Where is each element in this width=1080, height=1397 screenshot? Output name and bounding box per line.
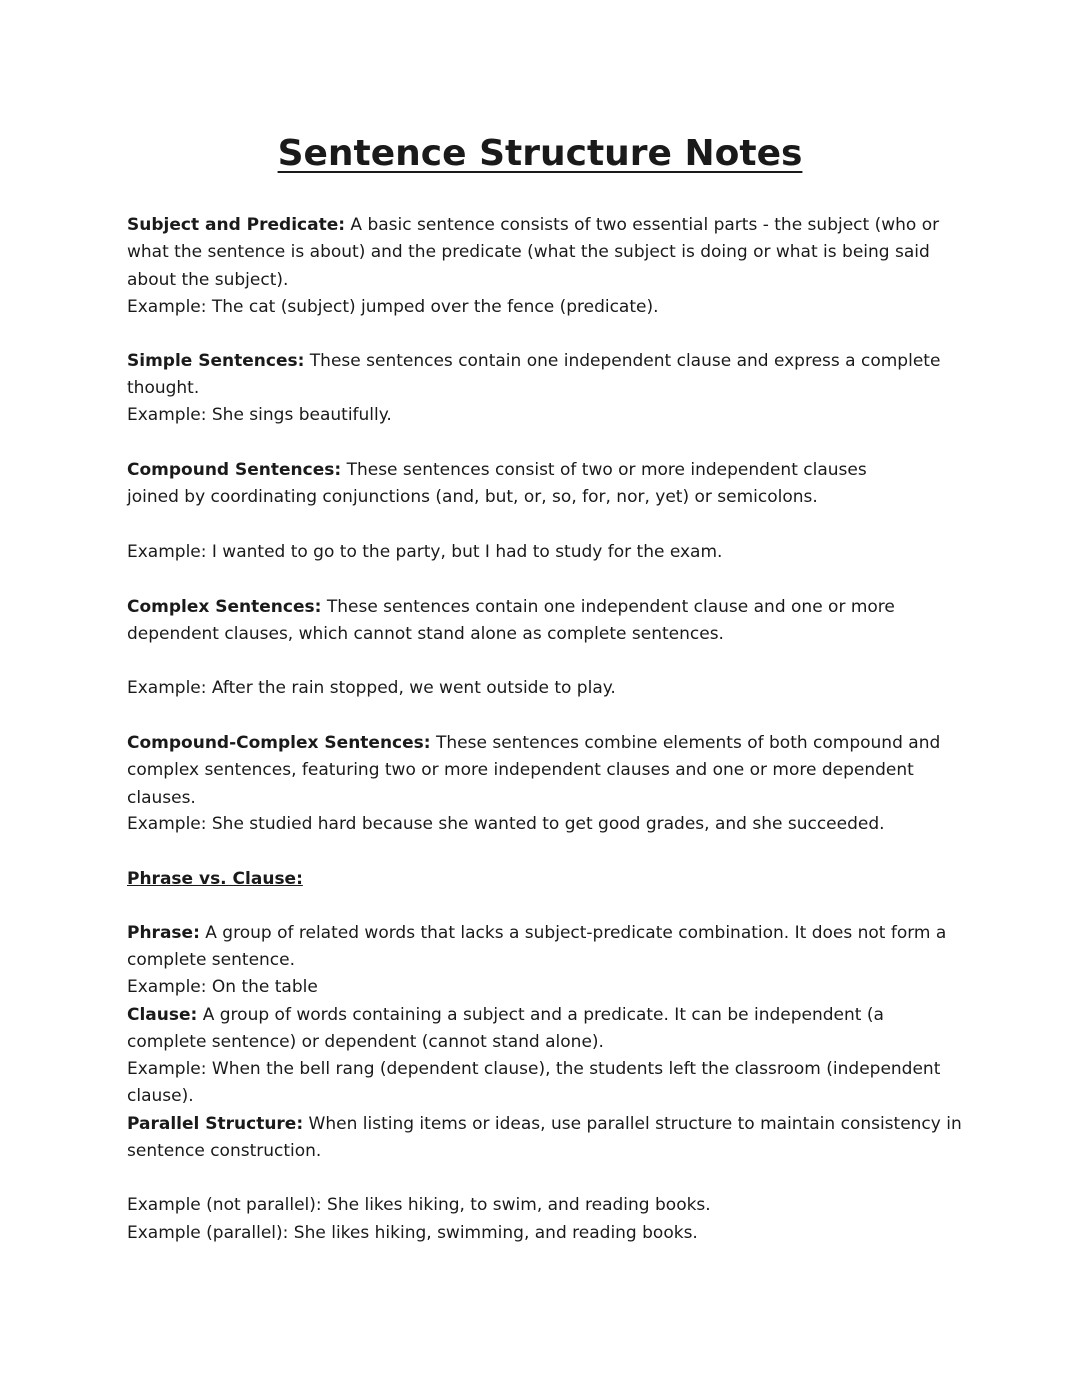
phrase-text: A group of related words that lacks a subject-predicate combination. It does not form a complete sentence. xyxy=(127,923,947,971)
clause-example: Example: When the bell rang (dependent clause), the students left the classroom (independent clause). xyxy=(127,1059,941,1107)
phrase-label: Phrase: xyxy=(127,923,200,943)
compound-sentences-paragraph xyxy=(127,457,887,512)
subject-predicate-example: Example: The cat (subject) jumped over the fence (predicate). xyxy=(127,297,659,317)
phrase-paragraph xyxy=(127,920,967,975)
parallel-structure-text: When listing items or ideas, use parallel structure to maintain consistency in sentence construction. xyxy=(127,1114,962,1162)
phrase-clause-heading xyxy=(127,866,967,893)
simple-sentences-example: Example: She sings beautifully. xyxy=(127,405,392,425)
clause-label: Clause: xyxy=(127,1005,198,1025)
simple-sentences-paragraph xyxy=(127,348,967,403)
phrase-example: Example: On the table xyxy=(127,977,318,997)
complex-sentences-label: Complex Sentences: xyxy=(127,597,322,617)
subject-predicate-label: Subject and Predicate: xyxy=(127,215,346,235)
complex-sentences-text: These sentences contain one independent clause and one or more dependent clauses, which cannot stand alone as complete sentences. xyxy=(127,597,895,645)
parallel-yes-example: Example (parallel): She likes hiking, swimming, and reading books. xyxy=(127,1223,698,1243)
compound-sentences-example: Example: I wanted to go to the party, but I had to study for the exam. xyxy=(127,542,723,562)
complex-sentences-paragraph xyxy=(127,594,927,649)
parallel-structure-paragraph xyxy=(127,1111,967,1166)
compound-complex-paragraph xyxy=(127,730,947,812)
phrase-clause-heading-text: Phrase vs. Clause: xyxy=(127,869,303,889)
compound-sentences-text: These sentences consist of two or more independent clauses joined by coordinating conjunctions (and, but, or, so, for, nor, yet) or semicolons. xyxy=(127,460,867,508)
page-title: Sentence Structure Notes xyxy=(277,133,803,174)
subject-predicate-paragraph xyxy=(127,212,967,294)
compound-sentences-label: Compound Sentences: xyxy=(127,460,342,480)
compound-complex-example: Example: She studied hard because she wanted to get good grades, and she succeeded. xyxy=(127,814,885,834)
clause-text: A group of words containing a subject and a predicate. It can be independent (a complete sentence) or dependent (cannot stand alone). xyxy=(127,1005,884,1053)
parallel-not-example: Example (not parallel): She likes hiking, to swim, and reading books. xyxy=(127,1195,711,1215)
parallel-structure-label: Parallel Structure: xyxy=(127,1114,304,1134)
compound-complex-label: Compound-Complex Sentences: xyxy=(127,733,431,753)
subject-predicate-text: A basic sentence consists of two essential parts - the subject (who or what the sentence is about) and the predicate (what the subject is doing or what is being said about the subject). xyxy=(127,215,940,290)
clause-paragraph xyxy=(127,1002,917,1057)
complex-sentences-example: Example: After the rain stopped, we went outside to play. xyxy=(127,678,616,698)
simple-sentences-text: These sentences contain one independent clause and express a complete thought. xyxy=(127,351,941,399)
simple-sentences-label: Simple Sentences: xyxy=(127,351,305,371)
compound-complex-text: These sentences combine elements of both compound and complex sentences, featuring two or more independent clauses and one or more dependent clauses. xyxy=(127,733,941,808)
